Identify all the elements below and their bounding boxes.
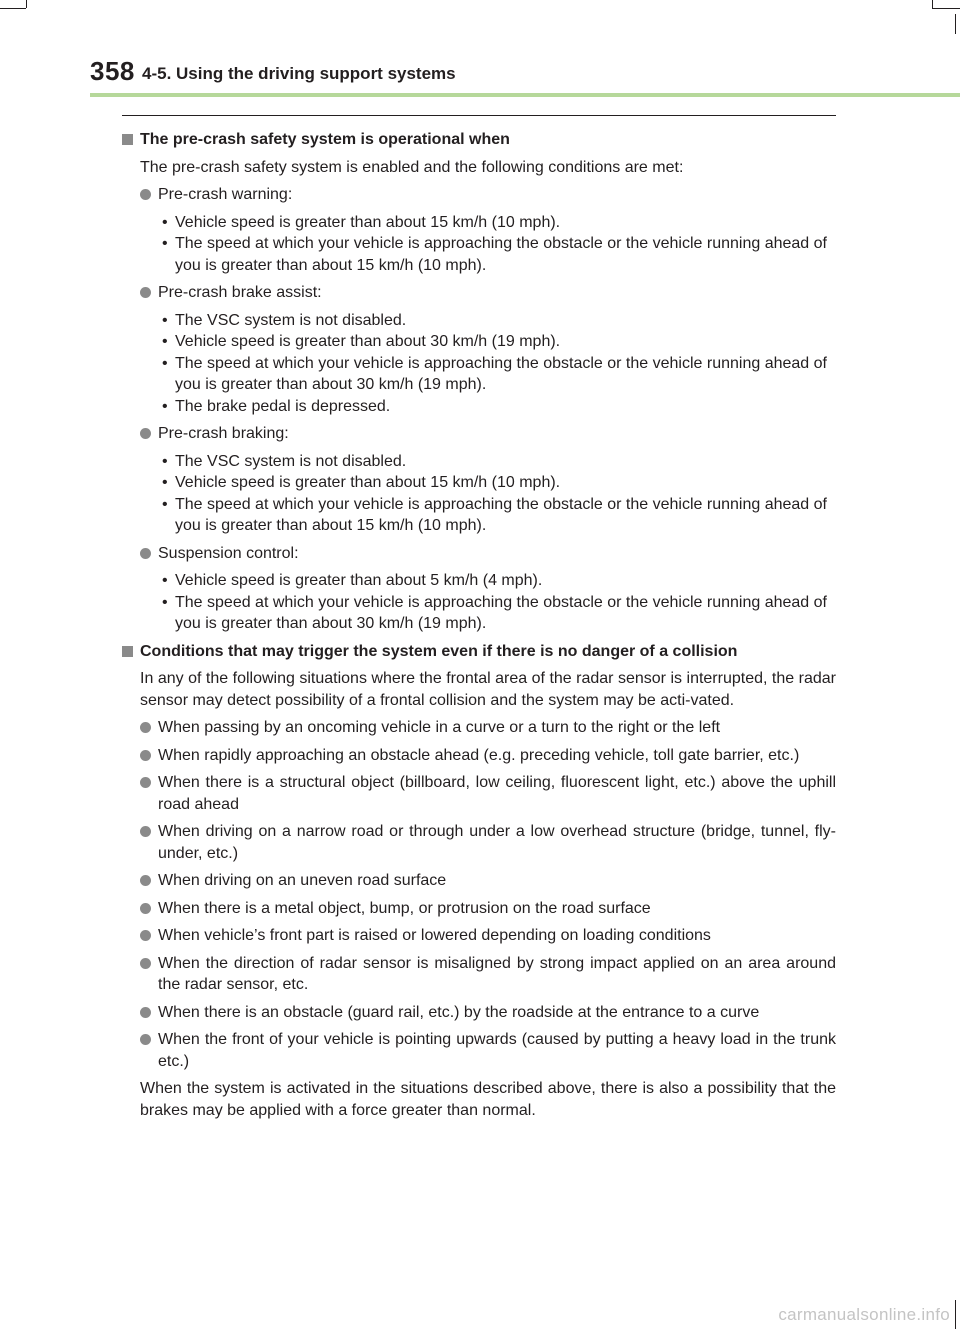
section-heading	[122, 641, 836, 663]
sub-bullet-icon: •	[162, 593, 168, 611]
sub-bullet-icon: •	[162, 397, 168, 415]
sub-bullet-icon: •	[162, 452, 168, 470]
intro-paragraph: In any of the following situations where the frontal area of the radar sensor is interrupted, the radar sensor may detect possibility of a frontal collision and the system may be acti-vated.	[140, 670, 836, 709]
heading-text: The pre-crash safety system is operational when	[140, 131, 510, 148]
sub-list-item	[122, 331, 836, 353]
round-bullet-icon	[140, 189, 151, 200]
round-bullet-icon	[140, 287, 151, 298]
list-item-text: When passing by an oncoming vehicle in a curve or a turn to the right or the left	[158, 719, 721, 736]
crop-mark	[955, 1300, 956, 1329]
section-heading	[122, 129, 836, 151]
sub-list-item	[122, 570, 836, 592]
list-item	[122, 953, 836, 996]
crop-mark	[0, 8, 26, 9]
intro-paragraph: The pre-crash safety system is enabled and the following conditions are met:	[140, 158, 684, 176]
sub-list	[122, 451, 836, 537]
sub-list-item-text: The speed at which your vehicle is approaching the obstacle or the vehicle running ahead of you is greater than about 30 km/h (19 mph).	[175, 593, 827, 632]
sub-list-item-text: Vehicle speed is greater than about 30 km/h (19 mph).	[175, 333, 561, 350]
crop-mark	[26, 0, 27, 8]
sub-bullet-icon: •	[162, 474, 168, 491]
round-bullet-icon	[140, 958, 151, 969]
list-item	[122, 184, 836, 206]
round-bullet-icon	[140, 930, 151, 941]
header-rule	[90, 93, 960, 97]
sub-list-item-text: The speed at which your vehicle is approaching the obstacle or the vehicle running ahead of you is greater than about 30 km/h (19 mph).	[175, 354, 827, 393]
round-bullet-icon	[140, 428, 151, 439]
sub-list-item	[122, 233, 836, 276]
page-header	[90, 56, 960, 96]
sub-bullet-icon: •	[162, 333, 168, 350]
sub-bullet-icon: •	[162, 235, 168, 252]
section-title: 4-5. Using the driving support systems	[142, 64, 456, 83]
sub-list-item-text: The speed at which your vehicle is approaching the obstacle or the vehicle running ahead of you is greater than about 15 km/h (10 mph).	[175, 495, 827, 534]
square-bullet-icon	[122, 646, 133, 657]
sub-list-item	[122, 451, 836, 473]
page-number: 358	[90, 56, 135, 86]
list-item-text: When rapidly approaching an obstacle ahead (e.g. preceding vehicle, toll gate barrier, etc.)	[158, 746, 800, 764]
sub-list-item	[122, 494, 836, 537]
list-item	[122, 1029, 836, 1072]
square-bullet-icon	[122, 134, 133, 145]
round-bullet-icon	[140, 750, 151, 761]
list-item-text: When there is an obstacle (guard rail, etc.) by the roadside at the entrance to a curve	[158, 1003, 760, 1021]
list-item-text: Pre-crash braking:	[158, 425, 289, 442]
list-item-text: When the front of your vehicle is pointing upwards (caused by putting a heavy load in the trunk etc.)	[158, 1031, 836, 1070]
round-bullet-icon	[140, 722, 151, 733]
list-item-text: Suspension control:	[158, 544, 299, 562]
list-item	[122, 543, 836, 565]
sub-bullet-icon: •	[162, 354, 168, 372]
list-item	[122, 282, 836, 304]
sub-bullet-icon: •	[162, 495, 168, 513]
list-item	[122, 870, 836, 892]
sub-bullet-icon: •	[162, 572, 168, 589]
round-bullet-icon	[140, 777, 151, 788]
sub-list-item-text: Vehicle speed is greater than about 15 km/h (10 mph).	[175, 213, 561, 231]
crop-mark	[955, 14, 956, 34]
round-bullet-icon	[140, 548, 151, 559]
list-item-text: Pre-crash warning:	[158, 186, 293, 203]
list-item	[122, 423, 836, 445]
list-item-text: When vehicle’s front part is raised or lowered depending on loading conditions	[158, 927, 711, 944]
sub-list	[122, 570, 836, 635]
crop-mark	[932, 0, 933, 8]
sub-list-item	[122, 212, 836, 234]
sub-list-item	[122, 353, 836, 396]
page-content	[122, 126, 836, 1121]
list-item	[122, 717, 836, 739]
crop-mark	[932, 8, 960, 9]
list-item-text: When the direction of radar sensor is misaligned by strong impact applied on an area around the radar sensor, etc.	[158, 954, 836, 993]
list-item	[122, 1002, 836, 1024]
sub-bullet-icon: •	[162, 311, 168, 329]
heading-text: Conditions that may trigger the system even if there is no danger of a collision	[140, 642, 738, 660]
sub-list-item-text: The speed at which your vehicle is approaching the obstacle or the vehicle running ahead of you is greater than about 15 km/h (10 mph).	[175, 235, 827, 274]
list-item	[122, 745, 836, 767]
content-rule	[122, 115, 836, 116]
list-item-text: Pre-crash brake assist:	[158, 284, 322, 301]
sub-list-item	[122, 310, 836, 332]
list-item-text: When there is a metal object, bump, or protrusion on the road surface	[158, 899, 651, 917]
round-bullet-icon	[140, 875, 151, 886]
sub-list-item	[122, 592, 836, 635]
list-item-text: When driving on an uneven road surface	[158, 872, 447, 889]
sub-list-item-text: The VSC system is not disabled.	[175, 311, 407, 329]
list-item-text: When driving on a narrow road or through under a low overhead structure (bridge, tunnel, fly-under, etc.)	[158, 823, 836, 862]
list-item	[122, 772, 836, 815]
sub-list-item	[122, 396, 836, 418]
list-item-text: When there is a structural object (billboard, low ceiling, fluorescent light, etc.) above the uphill road ahead	[158, 774, 836, 813]
round-bullet-icon	[140, 1007, 151, 1018]
round-bullet-icon	[140, 826, 151, 837]
round-bullet-icon	[140, 1034, 151, 1045]
round-bullet-icon	[140, 903, 151, 914]
sub-list-item-text: Vehicle speed is greater than about 15 km/h (10 mph).	[175, 474, 561, 491]
list-item	[122, 821, 836, 864]
list-item	[122, 925, 836, 947]
list-item	[122, 898, 836, 920]
watermark: carmanualsonline.info	[778, 1305, 950, 1324]
sub-list	[122, 310, 836, 418]
sub-list-item-text: The VSC system is not disabled.	[175, 452, 407, 470]
sub-list-item	[122, 472, 836, 494]
sub-bullet-icon: •	[162, 213, 168, 231]
sub-list-item-text: Vehicle speed is greater than about 5 km/h (4 mph).	[175, 572, 543, 589]
sub-list	[122, 212, 836, 277]
closing-paragraph: When the system is activated in the situations described above, there is also a possibility that the brakes may be applied with a force greater than normal.	[140, 1080, 836, 1119]
sub-list-item-text: The brake pedal is depressed.	[175, 397, 391, 415]
